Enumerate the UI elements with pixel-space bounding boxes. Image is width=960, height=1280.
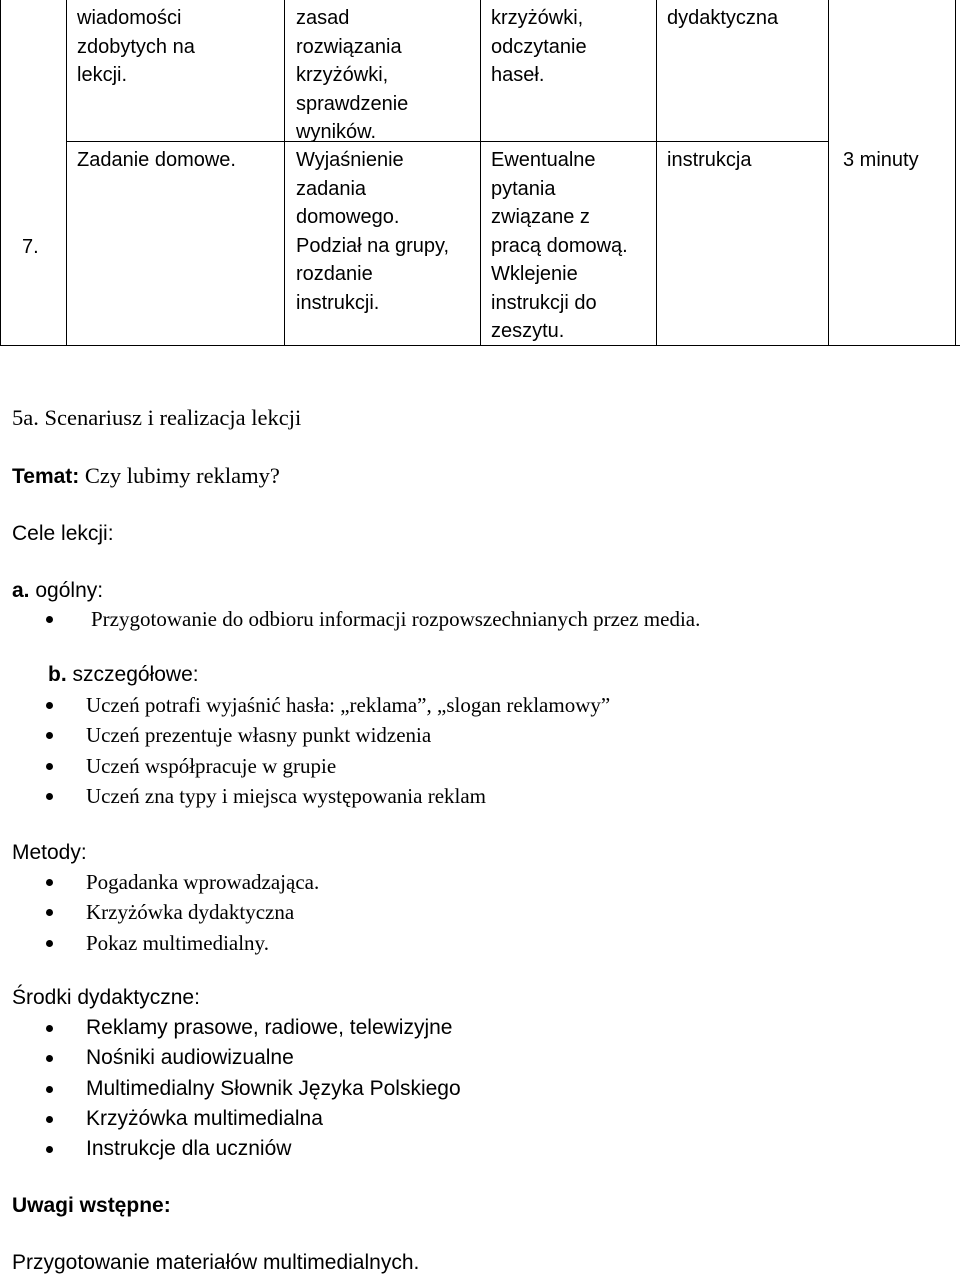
bullet-icon <box>46 940 53 947</box>
table-cell-means: instrukcja <box>667 149 752 171</box>
table-cell-prev-activity: wiadomości zdobytych na lekcji. <box>77 7 195 86</box>
table-divider-4 <box>656 0 657 346</box>
preliminary-remarks-text: Przygotowanie materiałów multimedialnych. <box>12 1251 420 1274</box>
methods-label: Metody: <box>12 841 87 864</box>
detailed-goals-label: szczegółowe: <box>72 663 199 686</box>
bullet-icon <box>46 732 53 739</box>
topic-label: Temat: <box>12 465 80 488</box>
bullet-icon <box>46 616 53 623</box>
general-goal-heading <box>12 577 103 605</box>
bullet-icon <box>46 1116 53 1123</box>
bullet-icon <box>46 1146 53 1153</box>
general-goal-marker: a. <box>12 579 30 602</box>
table-cell-time: 3 minuty <box>843 149 919 171</box>
table-cell-activity: Zadanie domowe. <box>77 149 236 171</box>
topic-line <box>12 462 280 491</box>
bullet-icon <box>46 793 53 800</box>
bullet-icon <box>46 879 53 886</box>
table-border-right <box>955 0 956 346</box>
bullet-icon <box>46 1086 53 1093</box>
table-cell-row-number: 7. <box>22 236 39 258</box>
table-divider-5 <box>828 0 829 346</box>
bullet-icon <box>46 909 53 916</box>
goals-label: Cele lekcji: <box>12 522 114 545</box>
table-cell-prev-teacher: zasad rozwiązania krzyżówki, sprawdzenie wyników. <box>296 7 409 143</box>
table-cell-student-actions: Ewentualne pytania związane z pracą domową. Wklejenie instrukcji do zeszytu. <box>491 149 628 342</box>
table-cell-prev-means: dydaktyczna <box>667 7 779 29</box>
section-heading: 5a. Scenariusz i realizacja lekcji <box>12 405 302 430</box>
table-border-left <box>0 0 1 346</box>
table-cell-teacher-actions: Wyjaśnienie zadania domowego. Podział na grupy, rozdanie instrukcji. <box>296 149 450 314</box>
table-divider-2 <box>284 0 285 346</box>
detailed-goals-marker: b. <box>48 663 67 686</box>
general-goal-label: ogólny: <box>35 579 104 602</box>
table-divider-3 <box>480 0 481 346</box>
row-separator <box>66 141 828 142</box>
detailed-goals-heading <box>48 661 199 689</box>
bullet-icon <box>46 763 53 770</box>
teaching-means-label: Środki dydaktyczne: <box>12 986 200 1009</box>
preliminary-remarks-label: Uwagi wstępne: <box>12 1194 171 1217</box>
bullet-icon <box>46 1025 53 1032</box>
bullet-icon <box>46 1055 53 1062</box>
bullet-icon <box>46 702 53 709</box>
lesson-plan-table <box>0 0 960 346</box>
table-divider-1 <box>66 0 67 346</box>
topic-value: Czy lubimy reklamy? <box>79 463 280 488</box>
table-cell-prev-students: krzyżówki, odczytanie haseł. <box>491 7 587 86</box>
